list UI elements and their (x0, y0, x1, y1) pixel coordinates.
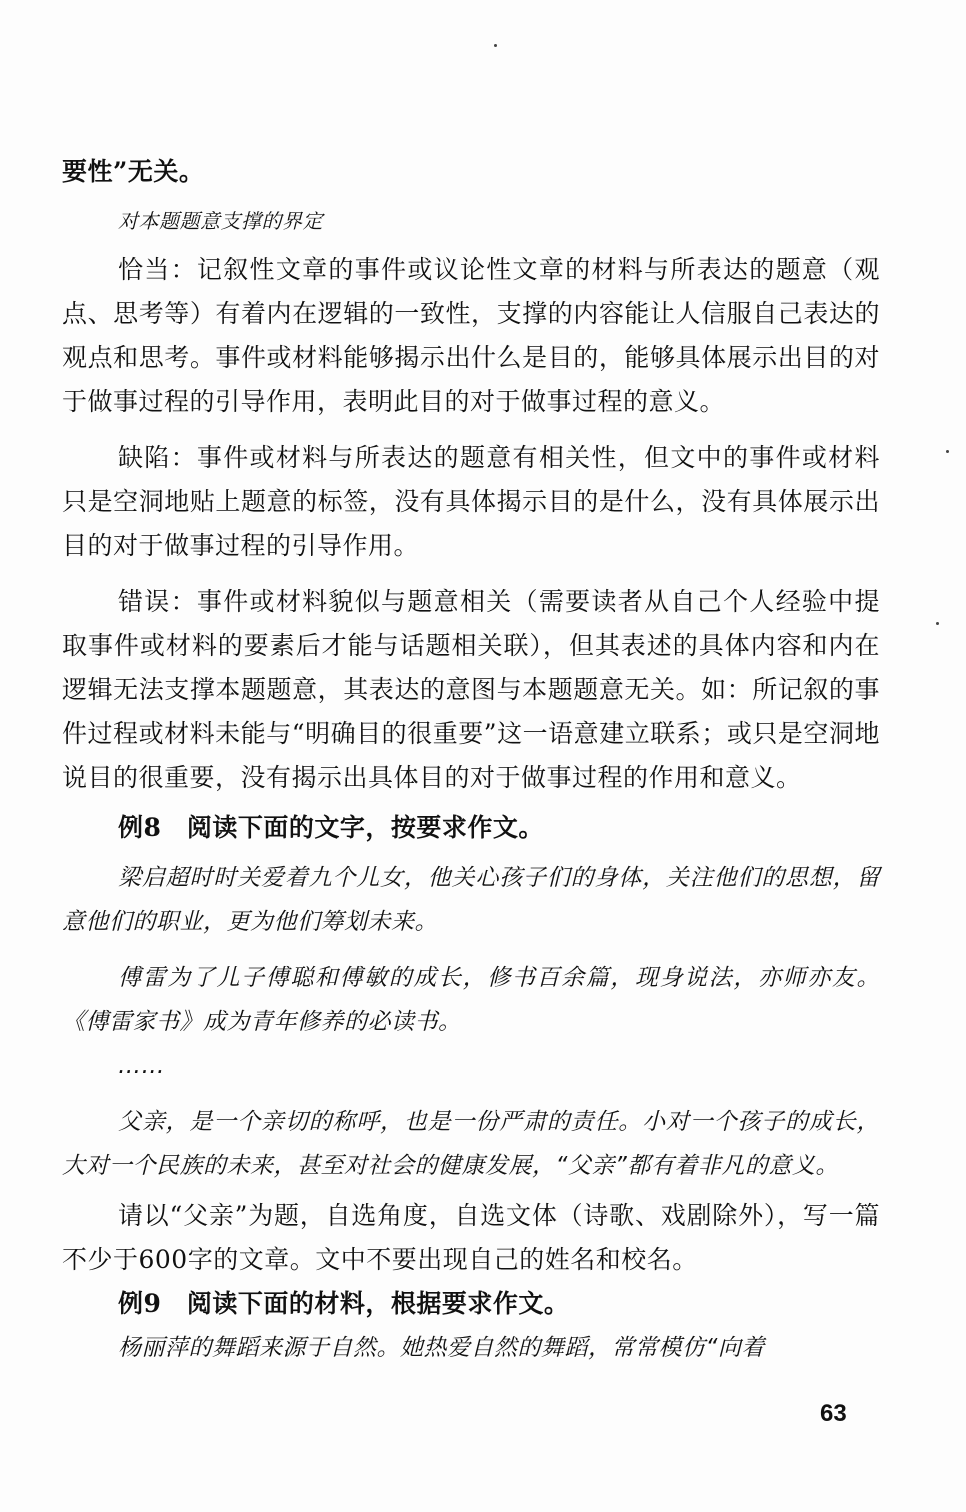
page-number: 63 (820, 1400, 847, 1427)
scan-speck (494, 44, 497, 47)
example-9-material: 杨丽萍的舞蹈来源于自然。她热爱自然的舞蹈，常常模仿“向着 (118, 1335, 765, 1361)
example-8-material-3: 父亲，是一个亲切的称呼，也是一份严肃的责任。小对一个孩子的成长，大对一个民族的未来，甚至对社会的健康发展，“父亲”都有着非凡的意义。 (62, 1109, 880, 1179)
scan-speck (946, 450, 949, 453)
example-8-heading: 例8 阅读下面的文字，按要求作文。 (118, 813, 544, 842)
example-8-material-1: 梁启超时时关爱着九个儿女，他关心孩子们的身体，关注他们的思想，留意他们的职业，更为他们筹划未来。 (62, 865, 880, 935)
body-text (62, 150, 880, 1370)
example-8-prompt: 请以“父亲”为题，自选角度，自选文体（诗歌、戏剧除外），写一篇不少于600字的文章。文中不要出现自己的姓名和校名。 (62, 1201, 880, 1274)
paragraph-defect: 缺陷：事件或材料与所表达的题意有相关性，但文中的事件或材料只是空洞地贴上题意的标签，没有具体揭示目的是什么，没有具体展示出目的对于做事过程的引导作用。 (62, 443, 880, 560)
example-8-material-2: 傅雷为了儿子傅聪和傅敏的成长，修书百余篇，现身说法，亦师亦友。《傅雷家书》成为青年修养的必读书。 (62, 965, 880, 1035)
paragraph-error: 错误：事件或材料貌似与题意相关（需要读者从自己个人经验中提取事件或材料的要素后才能与话题相关联），但其表述的具体内容和内在逻辑无法支撑本题题意，其表达的意图与本题题意无关。如：所记叙的事件过程或材料未能与“明确目的很重要”这一语意建立联系；或只是空洞地说目的很重要，没有揭示出具体目的对于做事过程的作用和意义。 (62, 587, 880, 792)
scan-speck (936, 622, 939, 625)
example-9-heading: 例9 阅读下面的材料，根据要求作文。 (118, 1289, 570, 1318)
ellipsis: …… (118, 1053, 165, 1079)
paragraph-appropriate: 恰当：记叙性文章的事件或议论性文章的材料与所表达的题意（观点、思考等）有着内在逻辑的一致性，支撑的内容能让人信服自己表达的观点和思考。事件或材料能够揭示出什么是目的，能够具体展示出目的对于做事过程的引导作用，表明此目的对于做事过程的意义。 (62, 255, 880, 416)
section-heading: 对本题题意支撑的界定 (118, 209, 323, 233)
paragraph-continuation: 要性”无关。 (62, 157, 205, 186)
